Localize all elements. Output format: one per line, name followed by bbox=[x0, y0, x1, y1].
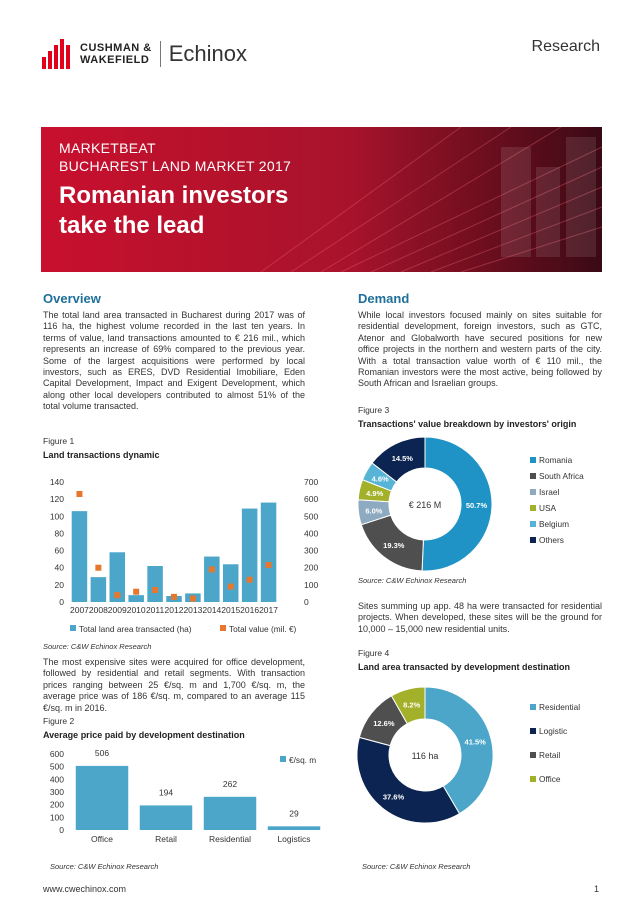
figure-4 bbox=[358, 648, 602, 672]
y-left-tick-label: 80 bbox=[54, 528, 64, 539]
figure-1 bbox=[43, 436, 305, 460]
y-right-tick-label: 500 bbox=[304, 511, 319, 522]
marker-total-value bbox=[95, 565, 101, 571]
figure-2-label: Figure 2 bbox=[43, 716, 75, 726]
y-right-tick-label: 600 bbox=[304, 494, 319, 505]
bar-data-label: 262 bbox=[222, 778, 238, 789]
y-left-tick-label: 0 bbox=[59, 597, 64, 607]
footer-url[interactable]: www.cwechinox.com bbox=[43, 884, 127, 894]
donut-data-label: 14.5% bbox=[391, 453, 413, 463]
price-section bbox=[43, 657, 305, 714]
page-header bbox=[0, 0, 642, 100]
figure-1-label: Figure 1 bbox=[43, 436, 75, 446]
donut-data-label: 19.3% bbox=[383, 540, 405, 550]
bar-land-area bbox=[261, 503, 277, 602]
figure-3-label: Figure 3 bbox=[358, 405, 390, 415]
bar-land-area bbox=[242, 509, 258, 602]
legend-label-price: €/sq. m bbox=[289, 755, 317, 765]
figure-1-source: Source: C&W Echinox Research bbox=[43, 642, 152, 651]
legend-swatch-price bbox=[280, 756, 286, 762]
cushman-wakefield-logo bbox=[42, 34, 247, 74]
x-tick-label: Residential bbox=[208, 834, 252, 844]
legend-swatch bbox=[530, 489, 536, 495]
bar-land-area bbox=[223, 564, 239, 602]
x-tick-label: 2013 bbox=[183, 605, 203, 615]
bar-average-price bbox=[204, 797, 256, 830]
marker-total-value bbox=[133, 589, 139, 595]
banner-title-line2: take the lead bbox=[59, 212, 205, 239]
legend-label: Residential bbox=[539, 702, 581, 712]
chart-land-transactions bbox=[40, 474, 319, 640]
legend-swatch bbox=[530, 473, 536, 479]
donut-data-label: 6.0% bbox=[365, 506, 383, 516]
overview-heading: Overview bbox=[43, 291, 101, 306]
figure-2-source: Source: C&W Echinox Research bbox=[50, 862, 159, 871]
demand-text: While local investors focused mainly on sites suitable for residential development, foreign investors, such as GTC, Atenor and Globalworth have secured positions for new office projects in the northern and western parts of the city. With a total transaction value worth of € 110 mil., the Romanian investors were the most active, being followed by South African and Israelian groups. bbox=[358, 310, 602, 389]
y-left-tick-label: 20 bbox=[54, 579, 64, 590]
bar-data-label: 194 bbox=[158, 787, 174, 798]
overview-section bbox=[43, 291, 305, 413]
legend-swatch bbox=[530, 776, 536, 782]
demand-section bbox=[358, 291, 602, 390]
y-right-tick-label: 700 bbox=[304, 477, 319, 487]
legend-swatch bbox=[530, 521, 536, 527]
donut-data-label: 37.6% bbox=[382, 792, 405, 802]
section-label: Research bbox=[531, 38, 600, 55]
donut-slice bbox=[357, 737, 459, 823]
bar-average-price bbox=[268, 826, 320, 830]
legend-label: South Africa bbox=[539, 471, 584, 481]
marker-total-value bbox=[209, 566, 215, 572]
marker-total-value bbox=[171, 594, 177, 600]
x-tick-label: 2015 bbox=[221, 605, 241, 615]
chart-average-price bbox=[40, 746, 330, 854]
bar-land-area bbox=[72, 511, 88, 602]
bar-land-area bbox=[204, 557, 220, 602]
donut-data-label: 8.2% bbox=[403, 700, 421, 710]
y-left-tick-label: 40 bbox=[54, 562, 64, 573]
banner-kicker: MARKETBEAT bbox=[59, 140, 156, 156]
bar-average-price bbox=[140, 805, 192, 830]
bar-average-price bbox=[76, 766, 128, 830]
logo-divider bbox=[160, 41, 161, 67]
overview-text: The total land area transacted in Bucharest during 2017 was of 116 ha, the highest volume recorded in the last ten years. In terms of value, land transactions amounted to € 216 mil., which represents an increase of 69% compared to the previous year. Some of the largest acquisitions were performed by local investors, such as ERES, DVD Residential Imobiliare, Eden Capital Development, Impact and Exigent Development, which along other local developers contributed to almost 51% of the total volume transacted. bbox=[43, 310, 305, 412]
figure-3-title: Transactions' value breakdown by investors' origin bbox=[358, 419, 577, 429]
legend-swatch bbox=[530, 457, 536, 463]
donut-center-label: € 216 M bbox=[408, 500, 442, 510]
logo-bars-icon bbox=[42, 39, 74, 69]
logo-line1: CUSHMAN & bbox=[80, 42, 152, 54]
y-tick-label: 100 bbox=[49, 812, 64, 823]
marker-total-value bbox=[114, 592, 120, 598]
y-right-tick-label: 100 bbox=[304, 579, 319, 590]
legend-label: Romania bbox=[539, 455, 573, 465]
banner-subtitle: BUCHAREST LAND MARKET 2017 bbox=[59, 158, 292, 174]
legend-swatch-land-area bbox=[70, 625, 76, 631]
x-tick-label: 2007 bbox=[69, 605, 89, 615]
banner-text bbox=[59, 139, 291, 241]
y-right-tick-label: 400 bbox=[304, 528, 319, 539]
y-tick-label: 600 bbox=[49, 749, 64, 759]
figure-3-source: Source: C&W Echinox Research bbox=[358, 576, 467, 585]
figure-2-title: Average price paid by development destination bbox=[43, 730, 245, 740]
legend-swatch bbox=[530, 704, 536, 710]
legend-swatch bbox=[530, 728, 536, 734]
legend-label-total-value: Total value (mil. €) bbox=[229, 624, 297, 634]
y-tick-label: 500 bbox=[49, 761, 64, 772]
legend-swatch-total-value bbox=[220, 625, 226, 631]
legend-label: Office bbox=[539, 774, 561, 784]
figure-2 bbox=[43, 716, 305, 740]
y-tick-label: 200 bbox=[49, 799, 64, 810]
legend-label: Logistic bbox=[539, 726, 568, 736]
banner-title-line1: Romanian investors bbox=[59, 182, 289, 209]
y-right-tick-label: 300 bbox=[304, 545, 319, 556]
donut-data-label: 12.6% bbox=[373, 719, 395, 729]
logo-partner: Echinox bbox=[168, 41, 248, 66]
y-tick-label: 400 bbox=[49, 774, 64, 785]
x-tick-label: 2016 bbox=[240, 605, 260, 615]
donut-center-label: 116 ha bbox=[411, 751, 439, 761]
hero-banner bbox=[41, 127, 602, 272]
x-tick-label: 2008 bbox=[88, 605, 108, 615]
y-left-tick-label: 140 bbox=[49, 477, 64, 487]
x-tick-label: 2010 bbox=[126, 605, 146, 615]
legend-label-land-area: Total land area transacted (ha) bbox=[79, 624, 192, 634]
legend-swatch bbox=[530, 752, 536, 758]
bar-data-label: 506 bbox=[94, 747, 110, 758]
bar-data-label: 29 bbox=[289, 808, 299, 819]
legend-swatch bbox=[530, 505, 536, 511]
x-tick-label: 2017 bbox=[259, 605, 279, 615]
x-tick-label: 2009 bbox=[107, 605, 127, 615]
x-tick-label: 2012 bbox=[164, 605, 184, 615]
figure-1-title: Land transactions dynamic bbox=[43, 450, 160, 460]
chart-investors-origin bbox=[350, 432, 610, 574]
y-right-tick-label: 0 bbox=[304, 597, 309, 607]
legend-label: Belgium bbox=[539, 519, 569, 529]
legend-label: Israel bbox=[539, 487, 560, 497]
bar-land-area bbox=[91, 577, 107, 602]
legend-label: USA bbox=[539, 503, 557, 513]
y-tick-label: 300 bbox=[49, 787, 64, 797]
donut-data-label: 4.9% bbox=[366, 488, 384, 498]
x-tick-label: Logistics bbox=[277, 834, 311, 844]
figure-4-title: Land area transacted by development destination bbox=[358, 662, 571, 672]
legend-label: Others bbox=[539, 535, 564, 545]
price-text: The most expensive sites were acquired for office development, followed by residential and retail segments. With transaction prices ranging between 25 €/sq. m and 1,700 €/sq. m, the average price was of 186 €/sq. m, compared to an average 115 €/sq. m in 2016. bbox=[43, 657, 305, 713]
y-right-tick-label: 200 bbox=[304, 562, 319, 573]
legend-swatch bbox=[530, 537, 536, 543]
demand-heading: Demand bbox=[358, 291, 410, 306]
logo-wordmark bbox=[80, 42, 152, 66]
figure-4-label: Figure 4 bbox=[358, 648, 390, 658]
chart-land-destination bbox=[350, 682, 610, 832]
x-tick-label: 2014 bbox=[202, 605, 222, 615]
donut-data-label: 41.5% bbox=[464, 737, 486, 747]
marker-total-value bbox=[228, 584, 234, 590]
y-left-tick-label: 60 bbox=[54, 545, 64, 556]
y-left-tick-label: 120 bbox=[49, 494, 64, 505]
y-left-tick-label: 100 bbox=[49, 511, 64, 522]
donut-data-label: 50.7% bbox=[465, 501, 488, 511]
x-tick-label: Office bbox=[90, 834, 114, 844]
residential-text: Sites summing up app. 48 ha were transacted for residential projects. When developed, these sites will be the ground for 10,000 – 15,000 new residential units. bbox=[358, 601, 602, 634]
y-tick-label: 0 bbox=[59, 825, 64, 835]
figure-4-source: Source: C&W Echinox Research bbox=[362, 862, 471, 871]
bar-land-area bbox=[147, 566, 163, 602]
bar-land-area bbox=[128, 595, 144, 602]
residential-section bbox=[358, 601, 602, 635]
x-tick-label: Retail bbox=[155, 834, 177, 844]
donut-data-label: 4.6% bbox=[371, 474, 389, 484]
page-number: 1 bbox=[594, 884, 600, 894]
figure-3 bbox=[358, 405, 602, 429]
marker-total-value bbox=[76, 491, 82, 497]
marker-total-value bbox=[266, 562, 272, 568]
marker-total-value bbox=[152, 587, 158, 593]
legend-label: Retail bbox=[539, 750, 561, 760]
logo-line2: WAKEFIELD bbox=[80, 54, 150, 66]
marker-total-value bbox=[190, 596, 196, 602]
marker-total-value bbox=[247, 577, 253, 583]
x-tick-label: 2011 bbox=[145, 605, 165, 615]
